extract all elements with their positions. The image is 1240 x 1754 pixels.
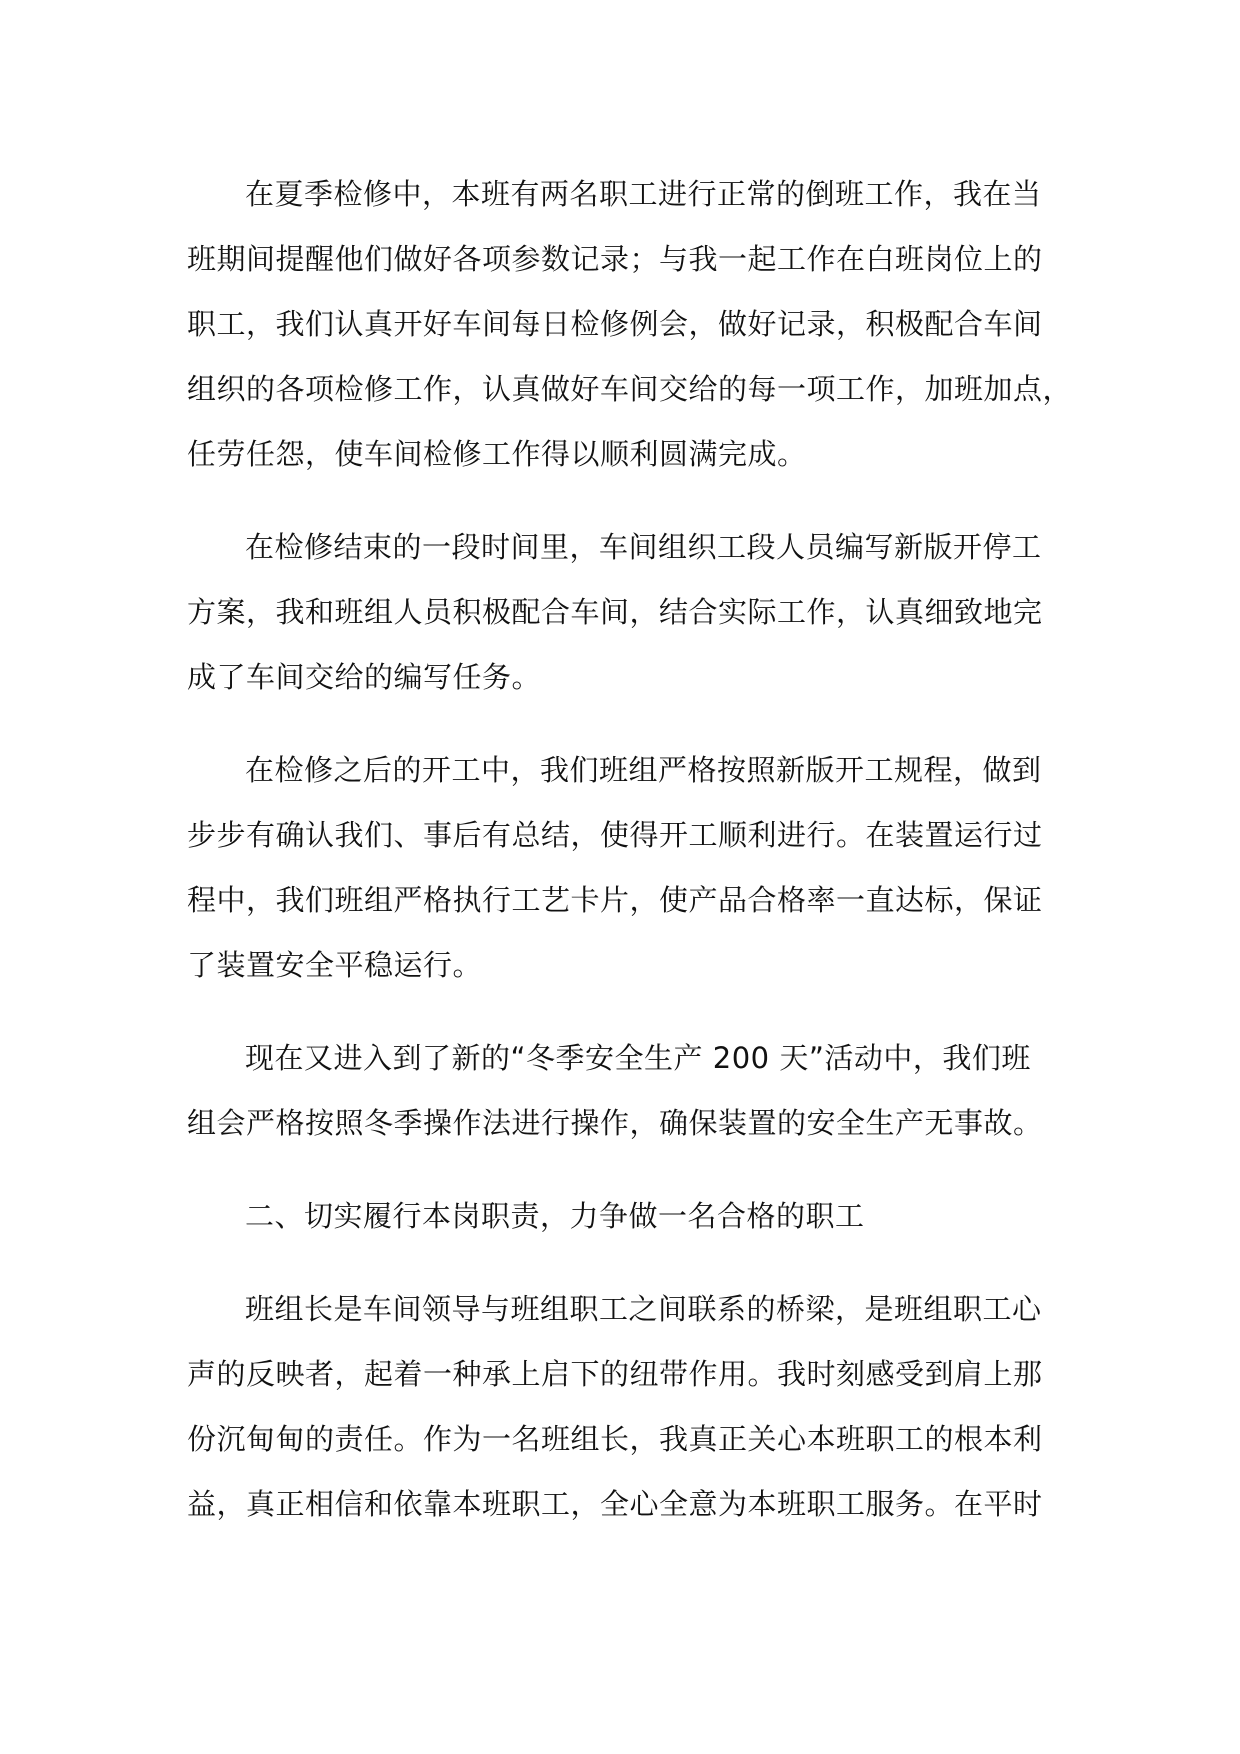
paragraph-after-maintenance xyxy=(187,515,1087,710)
paragraph-startup xyxy=(187,738,1087,998)
text-line: 组织的各项检修工作，认真做好车间交给的每一项工作，加班加点， xyxy=(187,372,1073,406)
text-line: 任劳任怨，使车间检修工作得以顺利圆满完成。 xyxy=(187,437,807,471)
text-line: 声的反映者，起着一种承上启下的纽带作用。我时刻感受到肩上那 xyxy=(187,1357,1043,1391)
text-line: 班组长是车间领导与班组职工之间联系的桥梁，是班组职工心 xyxy=(245,1292,1042,1326)
text-line: 班期间提醒他们做好各项参数记录；与我一起工作在白班岗位上的 xyxy=(187,242,1043,276)
paragraph-summer-maintenance xyxy=(187,162,1087,487)
text-line: 份沉甸甸的责任。作为一名班组长，我真正关心本班职工的根本利 xyxy=(187,1422,1043,1456)
paragraph-team-leader xyxy=(187,1277,1087,1537)
section-heading xyxy=(187,1184,1087,1249)
text-line: 组会严格按照冬季操作法进行操作，确保装置的安全生产无事故。 xyxy=(187,1106,1043,1140)
text-line: 益，真正相信和依靠本班职工，全心全意为本班职工服务。在平时 xyxy=(187,1487,1043,1521)
text-line: 步步有确认我们、事后有总结，使得开工顺利进行。在装置运行过 xyxy=(187,818,1043,852)
text-line: 成了车间交给的编写任务。 xyxy=(187,660,542,694)
text-line: 了装置安全平稳运行。 xyxy=(187,948,483,982)
paragraph-winter-safety xyxy=(187,1026,1087,1156)
text-line: 在检修之后的开工中，我们班组严格按照新版开工规程，做到 xyxy=(245,753,1042,787)
heading-text: 二、切实履行本岗职责，力争做一名合格的职工 xyxy=(245,1199,865,1233)
document-body xyxy=(187,162,1087,1565)
text-line: 程中，我们班组严格执行工艺卡片，使产品合格率一直达标，保证 xyxy=(187,883,1043,917)
text-line: 职工，我们认真开好车间每日检修例会，做好记录，积极配合车间 xyxy=(187,307,1043,341)
text-line: 在检修结束的一段时间里，车间组织工段人员编写新版开停工 xyxy=(245,530,1042,564)
text-line: 现在又进入到了新的“冬季安全生产 200 天”活动中，我们班 xyxy=(245,1041,1031,1075)
text-line: 在夏季检修中，本班有两名职工进行正常的倒班工作，我在当 xyxy=(245,177,1042,211)
text-line: 方案，我和班组人员积极配合车间，结合实际工作，认真细致地完 xyxy=(187,595,1043,629)
